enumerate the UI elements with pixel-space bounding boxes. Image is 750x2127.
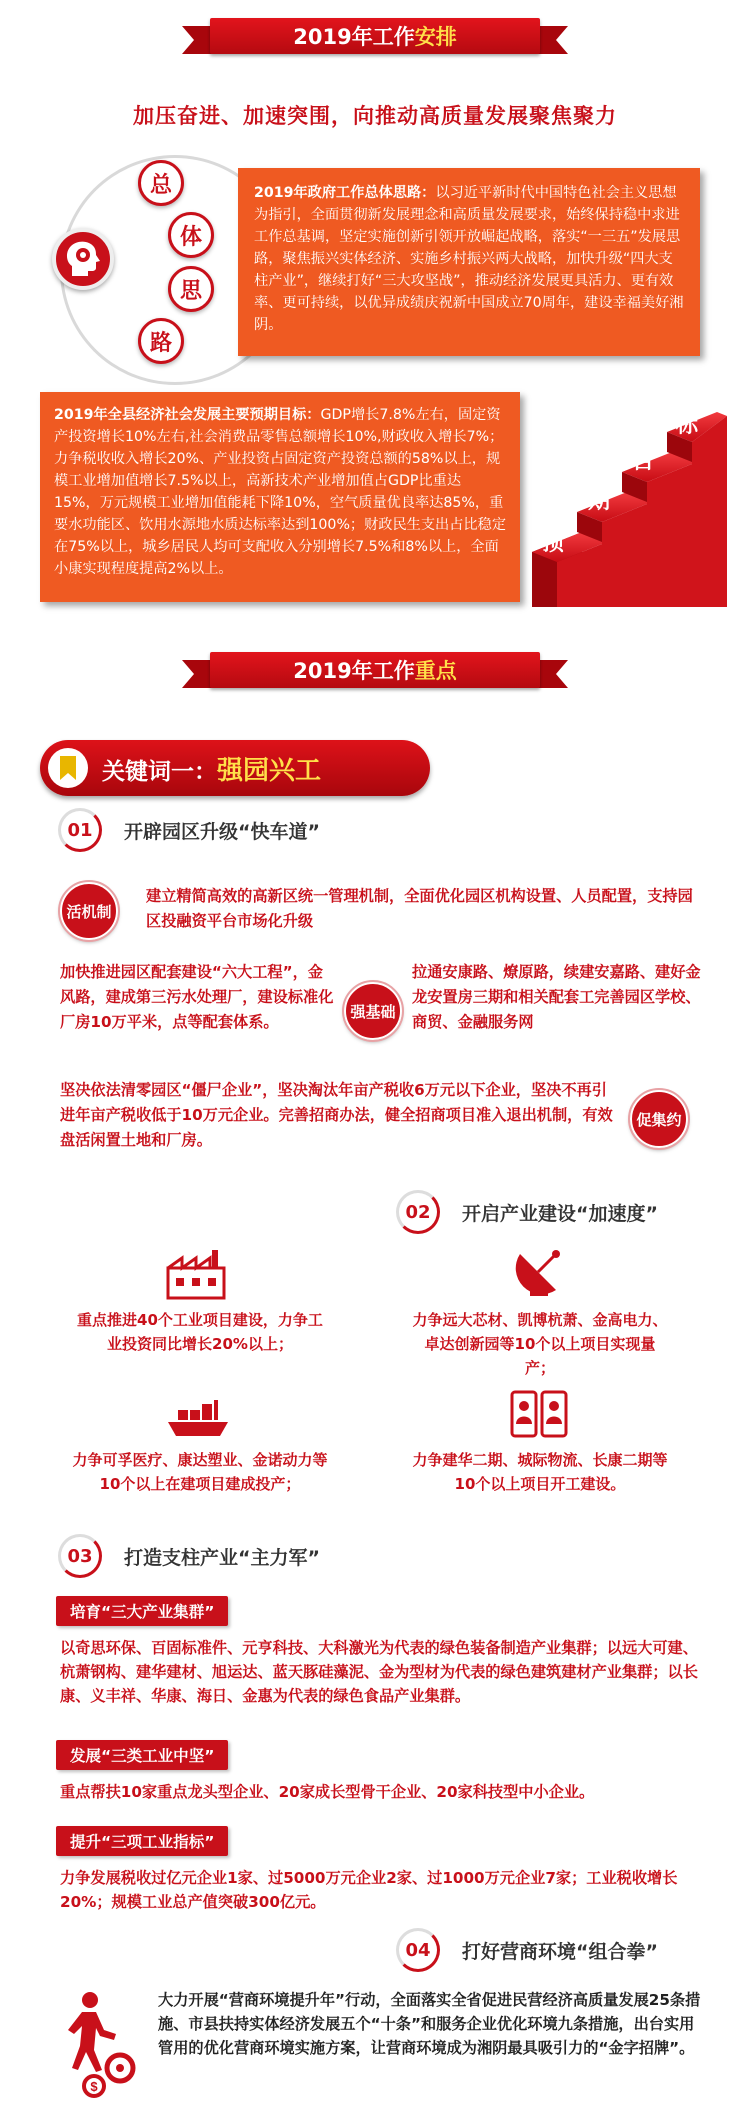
thinking-char-3: 思	[168, 266, 214, 312]
stair-char-1: 预	[542, 531, 565, 556]
section-title-02: 开启产业建设“加速度”	[462, 1203, 658, 1225]
thinking-char-2: 体	[168, 212, 214, 258]
stair-char-3: 目	[632, 449, 655, 474]
infrastructure-text-left: 加快推进园区配套建设“六大工程”，金风路，建成第三污水处理厂，建设标准化厂房10万平米，点等配套体系。	[60, 963, 334, 1031]
mechanism-text: 建立精简高效的高新区统一管理机制，全面优化园区机构设置、人员配置，支持园区投融资平台市场化升级	[146, 887, 693, 930]
keyword-highlight: 强园兴工	[217, 755, 322, 786]
section-title-03: 打造支柱产业“主力军”	[124, 1547, 320, 1569]
industry-item-1: 重点推进40个工业项目建设，力争工业投资同比增长20%以上；	[77, 1311, 323, 1353]
construction-workers-icon	[510, 1388, 568, 1440]
clusters-text: 以奇思环保、百固标准件、元亨科技、大科激光为代表的绿色装备制造产业集群；以远大可建、杭萧钢构、建华建材、旭运达、蓝天豚硅藻泥、金为型材为代表的绿色建筑建材产业集群；以长康、义丰祥、华康、海日、金惠为代表的绿色食品产业集群。	[60, 1639, 698, 1705]
expected-targets-box	[40, 392, 520, 602]
section-title-04: 打好营商环境“组合拳”	[462, 1941, 658, 1963]
intensive-text: 坚决依法清零园区“僵尸企业”，坚决淘汰年亩产税收6万元以下企业，坚决不再引进年亩产税收低于10万元企业。完善招商办法，健全招商项目准入退出机制，有效盘活闲置土地和厂房。	[60, 1081, 613, 1149]
factory-icon	[164, 1248, 228, 1302]
head-gear-icon	[52, 228, 114, 290]
business-environment-icon	[60, 1990, 140, 2100]
tag-three-clusters: 培育“三大产业集群”	[56, 1596, 228, 1626]
page-subtitle: 加压奋进、加速突围，向推动高质量发展聚焦聚力	[133, 104, 617, 128]
tag-three-backbones: 发展“三类工业中坚”	[56, 1740, 228, 1770]
section-number-03: 03	[58, 1534, 102, 1578]
section-number-04: 04	[396, 1928, 440, 1972]
banner-work-arrangement	[210, 18, 540, 58]
section-title-01: 开辟园区升级“快车道”	[124, 821, 320, 843]
keyword-label: 关键词一：	[102, 758, 217, 785]
bookmark-icon	[48, 748, 88, 788]
thinking-char-1: 总	[138, 160, 184, 206]
backbones-text: 重点帮扶10家重点龙头型企业、20家成长型骨干企业、20家科技型中小企业。	[60, 1783, 595, 1801]
section-number-02: 02	[396, 1190, 440, 1234]
keyword-bar	[40, 740, 430, 796]
stair-char-4: 标	[676, 413, 699, 438]
satellite-dish-icon	[510, 1244, 566, 1300]
thinking-body: 以习近平新时代中国特色社会主义思想为指引，全面贯彻新发展理念和高质量发展要求，始终保持稳中求进工作总基调，坚定实施创新引领开放崛起战略，落实“一三五”发展思路，聚焦振兴实体经济、实施乡村振兴两大战略，加快升级“四大支柱产业”，继续打好“三大攻坚战”，推动经济发展更具活力、更有效率、更可持续，以优异成绩庆祝新中国成立70周年，建设幸福美好湘阴。	[254, 185, 684, 333]
thinking-title: 2019年政府工作总体思路：	[254, 185, 436, 201]
industry-item-2: 力争远大芯材、凯博杭萧、金高电力、卓达创新园等10个以上项目实现量产；	[412, 1311, 668, 1377]
thinking-char-4: 路	[138, 318, 184, 364]
banner-work-focus	[210, 652, 540, 692]
overall-thinking-box	[238, 168, 700, 356]
industry-item-4: 力争建华二期、城际物流、长康二期等10个以上项目开工建设。	[412, 1451, 668, 1493]
stair-char-2: 期	[588, 489, 611, 514]
svg-text:$: $	[90, 2079, 98, 2094]
banner-highlight: 重点	[414, 659, 457, 683]
infrastructure-text-right: 拉通安康路、燎原路，续建安嘉路、建好金龙安置房三期和相关配套工完善园区学校、商贸、金融服务网	[412, 963, 701, 1031]
targets-title: 2019年全县经济社会发展主要预期目标：	[54, 407, 321, 423]
pill-strengthen-foundation: 强基础	[344, 982, 402, 1040]
section-number-01: 01	[58, 808, 102, 852]
industry-item-3: 力争可孚医疗、康达塑业、金诺动力等10个以上在建项目建成投产；	[72, 1451, 328, 1493]
indicators-text: 力争发展税收过亿元企业1家、过5000万元企业2家、过1000万元企业7家；工业税收增长20%；规模工业总产值突破300亿元。	[60, 1869, 678, 1911]
pill-promote-intensive: 促集约	[630, 1090, 688, 1148]
banner-text: 2019年工作	[293, 25, 415, 49]
banner-text: 2019年工作	[293, 659, 415, 683]
cargo-ship-icon	[166, 1396, 230, 1440]
business-environment-text: 大力开展“营商环境提升年”行动，全面落实全省促进民营经济高质量发展25条措施、市县扶持实体经济发展五个“十条”和服务企业优化环境九条措施，出台实用管用的优化营商环境实施方案，让营商环境成为湘阴最具吸引力的“金字招牌”。	[158, 1991, 701, 2057]
targets-body: GDP增长7.8%左右，固定资产投资增长10%左右,社会消费品零售总额增长10%,财政收入增长7%；力争税收收入增长20%、产业投资占固定资产投资总额的58%以上，规模工业增加值增长7.5%以上，高新技术产业增加值占GDP比重达15%，万元规模工业增加值能耗下降10%，空气质量优良率达85%，重要水功能区、饮用水源地水质达标率达到100%；财政民生支出占比稳定在75%以上，城乡居民人均可支配收入分别增长7.5%和8%以上，全面小康实现程度提高2%以上。	[54, 407, 507, 577]
pill-flexible-mechanism: 活机制	[60, 882, 118, 940]
tag-three-indicators: 提升“三项工业指标”	[56, 1826, 228, 1856]
banner-highlight: 安排	[414, 25, 457, 49]
